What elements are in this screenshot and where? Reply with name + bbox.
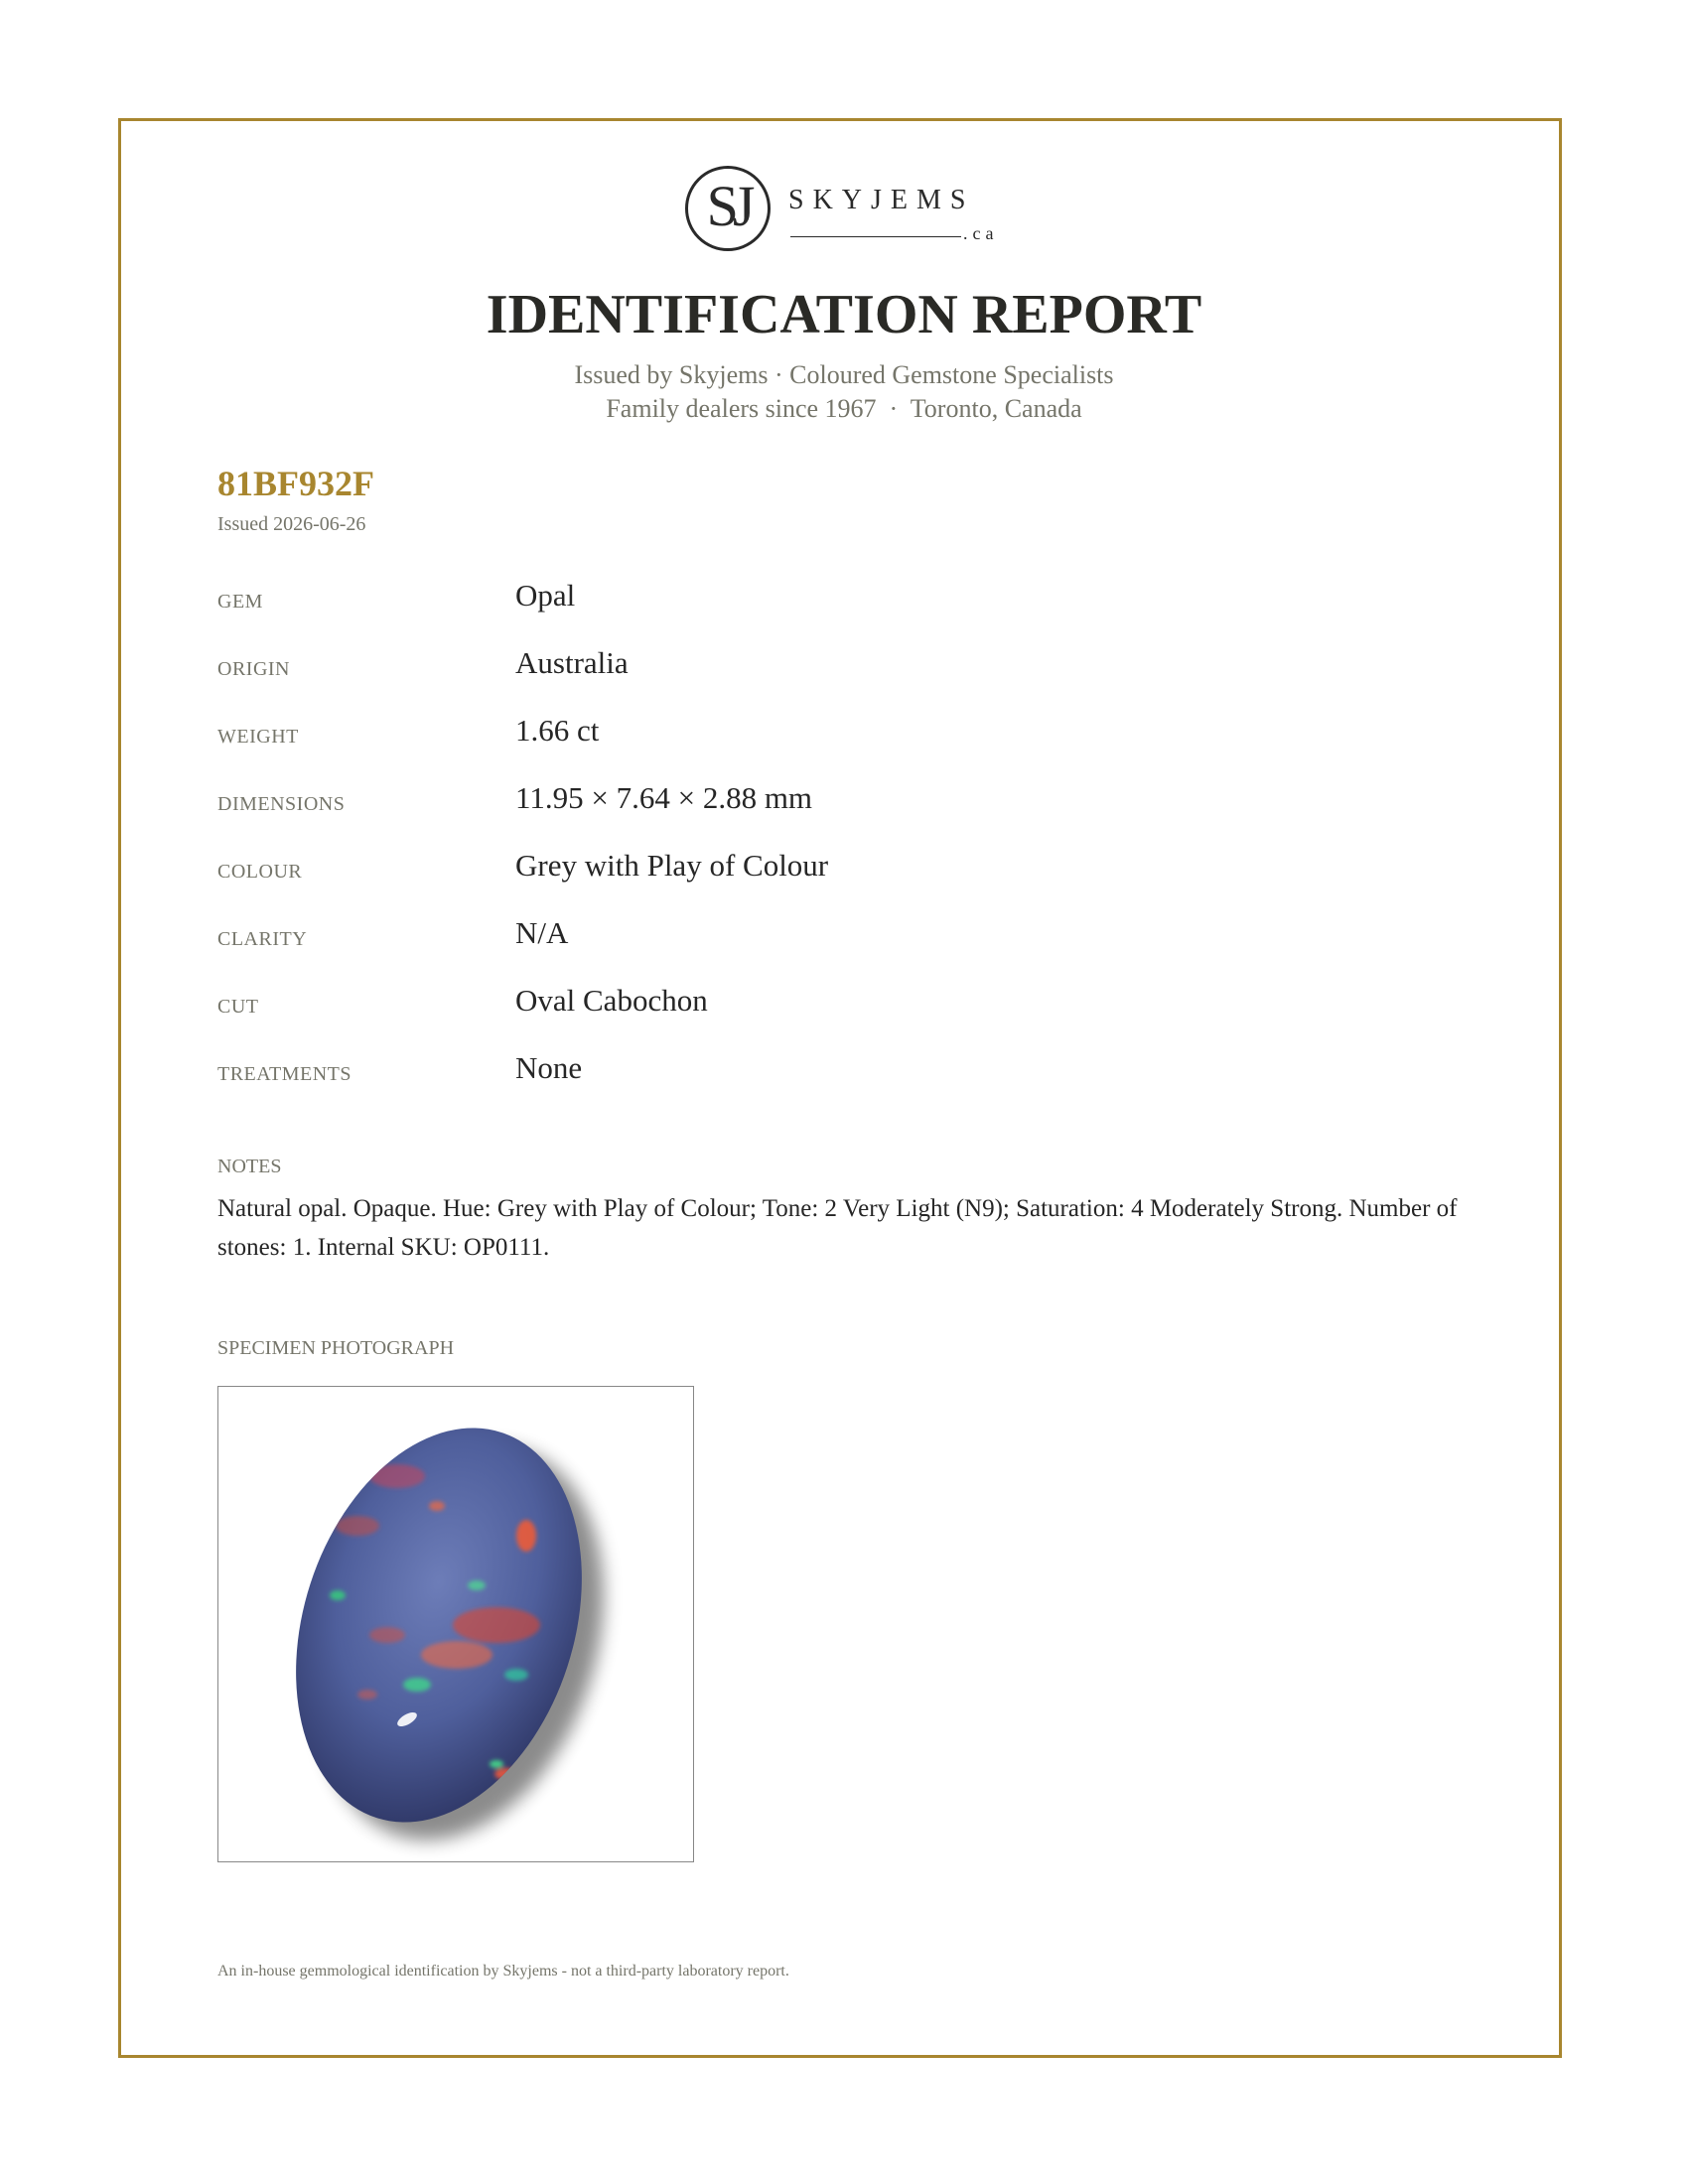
logo-tld: .ca [963, 223, 999, 243]
opal-stone [248, 1391, 631, 1859]
field-clarity [217, 915, 1508, 955]
field-value: Oval Cabochon [515, 983, 708, 1018]
specimen-photo [217, 1386, 694, 1862]
issue-date: Issued 2026-06-26 [217, 513, 366, 535]
opal-image [218, 1387, 693, 1861]
field-value: Opal [515, 578, 576, 613]
field-value: 1.66 ct [515, 713, 600, 748]
logo-monogram: SJ [706, 174, 750, 238]
field-label: DIMENSIONS [217, 793, 346, 815]
field-label: ORIGIN [217, 658, 290, 680]
dealer-line: Family dealers since 1967 · Toronto, Canada [606, 394, 1082, 423]
notes-label: NOTES [217, 1156, 282, 1177]
field-cut [217, 983, 1508, 1023]
notes-text: Natural opal. Opaque. Hue: Grey with Play of Colour; Tone: 2 Very Light (N9); Saturation: 4 Moderately Strong. Number of stones: 1. Internal SKU: OP0111. [217, 1195, 1458, 1261]
logo-rule [790, 236, 961, 237]
field-label: CLARITY [217, 928, 308, 950]
field-label: CUT [217, 996, 259, 1018]
field-dimensions [217, 780, 1508, 820]
photo-label: SPECIMEN PHOTOGRAPH [217, 1337, 455, 1359]
field-treatments [217, 1050, 1508, 1090]
field-gem [217, 578, 1508, 617]
field-origin [217, 645, 1508, 685]
field-label: GEM [217, 591, 263, 613]
logo-brand-name: SKYJEMS [788, 185, 975, 215]
report-title: IDENTIFICATION REPORT [486, 284, 1202, 345]
field-label: TREATMENTS [217, 1063, 352, 1085]
field-weight [217, 713, 1508, 752]
field-value: Australia [515, 645, 629, 680]
field-value: Grey with Play of Colour [515, 848, 829, 883]
skyjems-logo [685, 166, 1003, 265]
field-value: None [515, 1050, 583, 1085]
report-id: 81BF932F [217, 464, 374, 503]
issuer-line: Issued by Skyjems · Coloured Gemstone Specialists [574, 360, 1114, 389]
disclaimer-footer: An in-house gemmological identification by Skyjems - not a third-party laboratory report. [217, 1963, 789, 1979]
field-value: 11.95 × 7.64 × 2.88 mm [515, 780, 813, 815]
field-label: WEIGHT [217, 726, 299, 748]
field-label: COLOUR [217, 861, 303, 883]
field-value: N/A [515, 915, 569, 950]
field-colour [217, 848, 1508, 887]
